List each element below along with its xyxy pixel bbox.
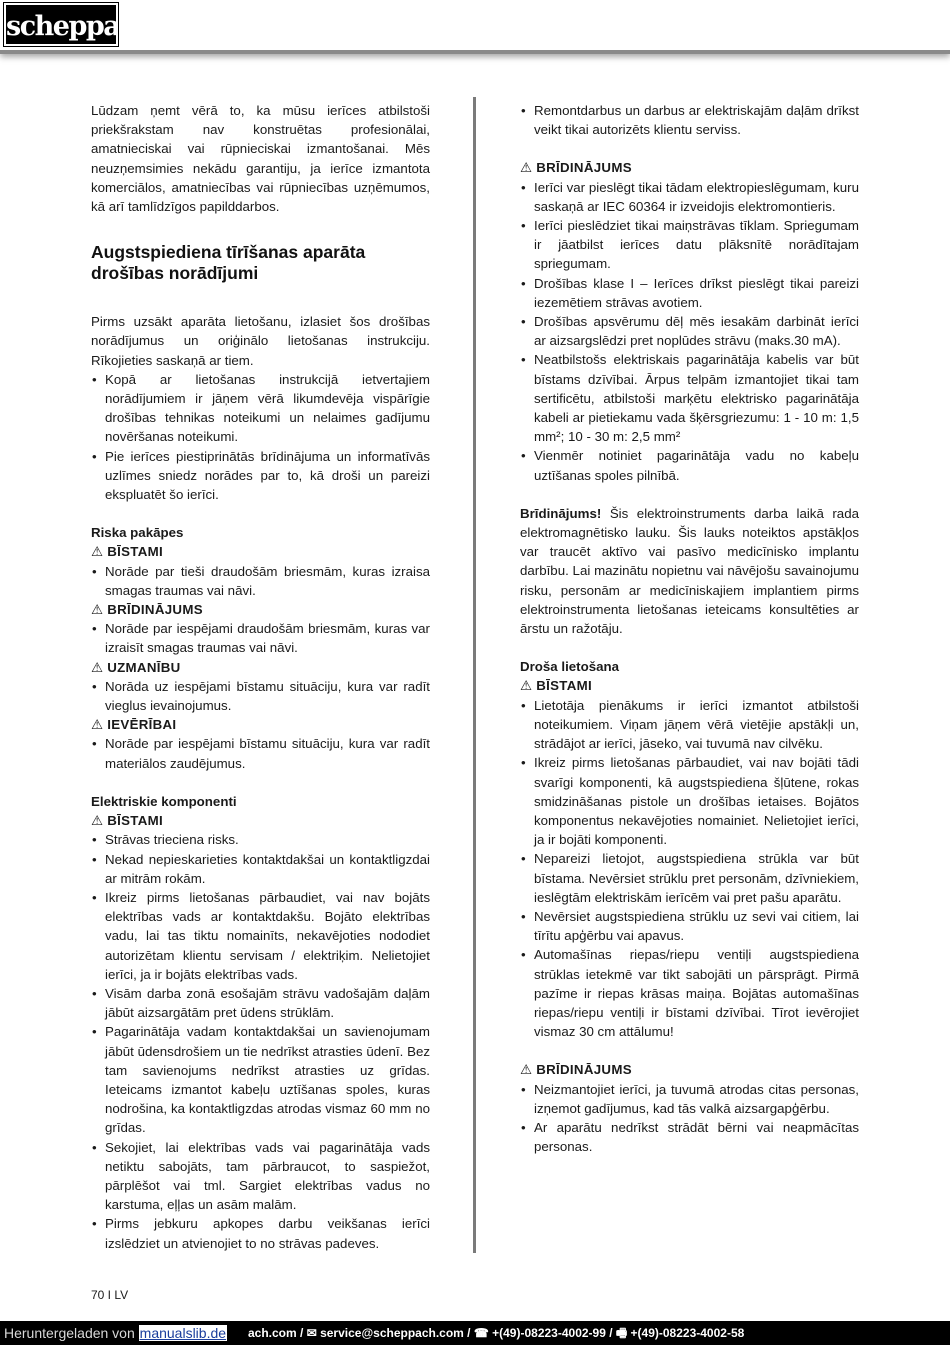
list-item: • Drošības klase I – Ierīces drīkst pieslēgt tikai pareizi iezemētiem strāvas avotiem. <box>520 274 859 312</box>
list-item: • Kopā ar lietošanas instrukcijā ietvertajiem norādījumiem ir jāņem vērā likumdevēja vispārīgie drošības tehnikas noteikumi un nelaimes gadījumu novēršanas noteikumi. <box>91 370 430 447</box>
risk-levels-title: Riska pakāpes <box>91 525 184 541</box>
safe-use-title: Droša lietošana <box>520 659 620 675</box>
list-item: • Pirms jebkuru apkopes darbu veikšanas ierīci izslēdziet un atvienojiet to no strāvas padeves. <box>91 1214 430 1252</box>
warning-triangle-icon: ⚠ <box>91 659 104 675</box>
list-item: • Strāvas trieciena risks. <box>91 830 430 849</box>
warning-triangle-icon: ⚠ <box>91 602 104 618</box>
warning-triangle-icon: ⚠ <box>520 1062 533 1078</box>
manualslib-link[interactable]: manualslib.de <box>139 1325 227 1341</box>
warning-triangle-icon: ⚠ <box>520 160 533 176</box>
list-item: • Ierīci pieslēdziet tikai maiņstrāvas tīklam. Spriegumam ir jāatbilst ierīces datu plāksnītē norādītajam spriegumam. <box>520 216 859 274</box>
safety-bullets <box>91 370 430 504</box>
scheppach-logo: scheppach <box>4 3 118 46</box>
left-column <box>91 101 430 1253</box>
page-number: 70 I LV <box>91 1288 129 1302</box>
danger-heading: ⚠ BĪSTAMI <box>520 678 593 694</box>
risk-level-heading: ⚠ BĪSTAMI <box>91 544 164 560</box>
danger-heading: ⚠ BĪSTAMI <box>91 813 164 829</box>
risk-level-heading: ⚠ IEVĒRĪBAI <box>91 717 177 733</box>
list-item: • Nevērsiet augstspiediena strūklu uz sevi vai citiem, lai tīrītu apģērbu vai apavus. <box>520 907 859 945</box>
footer-bar <box>0 1321 950 1345</box>
list-item: • Neatbilstošs elektriskais pagarinātāja kabelis var būt bīstams dzīvībai. Ārpus telpām izmantojiet tikai tam sertificētu, atbilstoši marķētu elektrisko pagarinātāja kabeli ar pietiekamu vada šķērsgriezumu: 1 - 10 m: 1,5 mm²; 10 - 30 m: 2,5 mm² <box>520 350 859 446</box>
contact-info: ach.com / ✉ service@scheppach.com / ☎ +(49)-08223-4002-99 / 🖷 +(49)-08223-4002-58 <box>248 1326 745 1340</box>
list-item: • Norāde par iespējami bīstamu situāciju, kura var radīt materiālos zaudējumus. <box>91 734 430 772</box>
section-title: Augstspiediena tīrīšanas aparāta drošības norādījumi <box>91 242 366 284</box>
emf-warning-paragraph: Brīdinājums! Šis elektroinstruments darba laikā rada elektromagnētisko lauku. Šis lauks noteiktos apstākļos var traucēt aktīvo vai pasīvo medicīnisko implantu darbību. Lai mazinātu nopietnu vai nāvējošu savainojumu risku, personām ar medicīniskajiem implantiem pirms elektroinstrumenta lietošanas ieteicams konsultēties ar ārstu un ražotāju. <box>520 505 859 637</box>
electric-components-title: Elektriskie komponenti <box>91 793 237 809</box>
list-item: • Pagarinātāja vadam kontaktdakšai un savienojumam jābūt ūdensdrošiem un tie nedrīkst atrasties ūdenī. Bez tam savienojums nedrīkst atrasties uz grīdas. Ieteicams izmantot kabeļu uztīšanas spoles, kuras nodrošina, ka kontaktligzdas atrodas vismaz 60 mm no grīdas. <box>91 1022 430 1137</box>
list-item: • Visām darba zonā esošajām strāvu vadošajām daļām jābūt aizsargātām pret ūdens strūklām. <box>91 984 430 1022</box>
safe-use-bullets <box>520 696 859 1042</box>
risk-level-heading: ⚠ BRĪDINĀJUMS <box>91 602 203 618</box>
warning-heading: ⚠ BRĪDINĀJUMS <box>520 1062 632 1078</box>
list-item: • Ikreiz pirms lietošanas pārbaudiet, vai nav bojāti tādi svarīgi komponenti, kā augstspiediena šļūtene, rokas smidzināšanas pistole un drošības ietaises. Bojātos komponentus nekavējoties nomainiet. Nelietojiet ierīci, ja ir bojāti komponenti. <box>520 753 859 849</box>
warning-bullets <box>520 1080 859 1157</box>
download-notice: Heruntergeladen von manualslib.de <box>4 1325 227 1341</box>
risk-level-heading: ⚠ UZMANĪBU <box>91 659 181 675</box>
right-column <box>520 101 859 1156</box>
intro-paragraph: Lūdzam ņemt vērā to, ka mūsu ierīces atbilstoši priekšrakstam nav konstruētas profesionālai, amatnieciskai vai rūpnieciskai izmantošanai. Mēs neuzņemsimies nekādu garantiju, ja ierīce izmantota komerciālos, amatniecības vai rūpniecības uzņēmumos, kā arī tamlīdzīgos papilddarbos. <box>91 103 430 215</box>
warning-triangle-icon: ⚠ <box>91 717 104 733</box>
list-item: • Ar aparātu nedrīkst strādāt bērni vai neapmācītas personas. <box>520 1118 859 1156</box>
safety-intro: Pirms uzsākt aparāta lietošanu, izlasiet šos drošības norādījumus un oriģinālo lietošanas instrukciju. Rīkojieties saskaņā ar tiem. <box>91 314 430 368</box>
list-item: • Pie ierīces piestiprinātās brīdinājuma un informatīvās uzlīmes sniedz norādes par to, kā droši un pareizi ekspluatēt šo ierīci. <box>91 447 430 505</box>
list-item: • Ikreiz pirms lietošanas pārbaudiet, vai nav bojāts elektrības vads ar kontaktdakšu. Bojāto elektrības vadu, lai tas tiktu nomainīts, nekavējoties nododiet autorizētam klientu servisam / elektriķim. Nelietojiet ierīci, ja ir bojāts elektrības vads. <box>91 888 430 984</box>
list-item: • Norāde par iespējami draudošām briesmām, kuras var izraisīt smagas traumas vai nāvi. <box>91 619 430 657</box>
warning-bullets <box>520 178 859 485</box>
header-bar <box>0 0 950 54</box>
warning-heading: ⚠ BRĪDINĀJUMS <box>520 160 632 176</box>
list-item: • Vienmēr notiniet pagarinātāja vadu no kabeļu uztīšanas spoles pilnībā. <box>520 446 859 484</box>
warning-triangle-icon: ⚠ <box>91 544 104 560</box>
list-item: • Sekojiet, lai elektrības vads vai pagarinātāja vads netiktu sabojāts, tam pārbraucot, to saspiežot, pārplēšot vai tml. Sargiet elektrības vadus no karstuma, eļļas un asām malām. <box>91 1138 430 1215</box>
warning-triangle-icon: ⚠ <box>520 678 533 694</box>
warning-triangle-icon: ⚠ <box>91 813 104 829</box>
list-item: • Nepareizi lietojot, augstspiediena strūkla var būt bīstama. Nevērsiet strūklu pret personām, dzīvniekiem, ieslēgtām elektriskām ierīcēm vai pret pašu aparātu. <box>520 849 859 907</box>
list-item: • Remontdarbus un darbus ar elektriskajām daļām drīkst veikt tikai autorizēts klientu serviss. <box>520 101 859 139</box>
list-item: • Neizmantojiet ierīci, ja tuvumā atrodas citas personas, izņemot gadījumus, kad tās valkā aizsargapģērbu. <box>520 1080 859 1118</box>
list-item: • Automašīnas riepas/riepu ventiļi augstspiediena strūklas ietekmē var tikt sabojāti un pārsprāgt. Pirmā pazīme ir riepas krāsas maiņa. Bojātas automašīnas riepas/riepu ventiļi ir bīstami dzīvībai. Tīrot ievērojiet vismaz 30 cm attālumu! <box>520 945 859 1041</box>
list-item: • Norāda uz iespējami bīstamu situāciju, kura var radīt vieglus ievainojumus. <box>91 677 430 715</box>
electric-bullets <box>91 830 430 1252</box>
column-divider <box>473 97 476 1253</box>
list-item: • Nekad nepieskarieties kontaktdakšai un kontaktligzdai ar mitrām rokām. <box>91 850 430 888</box>
list-item: • Ierīci var pieslēgt tikai tādam elektropieslēgumam, kuru saskaņā ar IEC 60364 ir izveidojis elektromontieris. <box>520 178 859 216</box>
list-item: • Lietotāja pienākums ir ierīci izmantot atbilstoši noteikumiem. Viņam jāņem vērā vietējie apstākļi un, strādājot ar ierīci, jāseko, vai tuvumā nav cilvēku. <box>520 696 859 754</box>
list-item: • Drošības apsvērumu dēļ mēs iesakām darbināt ierīci ar aizsargslēdzi pret noplūdes strāvu (maks.30 mA). <box>520 312 859 350</box>
list-item: • Norāde par tieši draudošām briesmām, kuras izraisa smagas traumas vai nāvi. <box>91 562 430 600</box>
